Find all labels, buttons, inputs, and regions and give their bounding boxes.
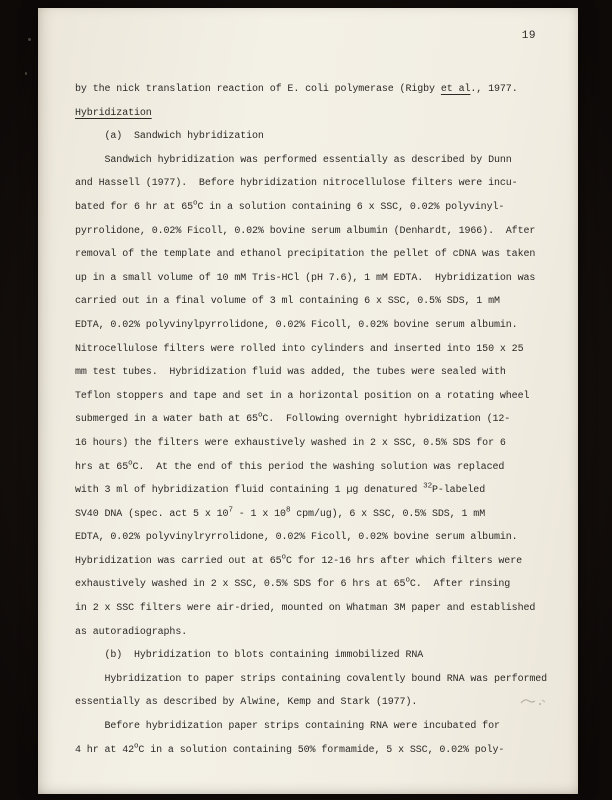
text-segment: essentially as described by Alwine, Kemp and Stark (1977). — [75, 697, 418, 709]
text-line — [75, 691, 550, 715]
text-segment: pyrrolidone, 0.02% Ficoll, 0.02% bovine serum albumin (Denhardt, 1966). After — [75, 225, 536, 237]
text-line — [75, 78, 550, 102]
text-line — [75, 149, 550, 173]
pencil-mark — [520, 696, 546, 708]
text-line — [75, 125, 550, 149]
text-segment: submerged in a water bath at 65 — [75, 414, 258, 426]
text-segment: C in a solution containing 6 x SSC, 0.02% polyvinyl- — [197, 201, 505, 213]
text-line — [75, 196, 550, 220]
page-number: 19 — [521, 30, 536, 42]
text-line — [75, 314, 550, 338]
underlined-text: et al — [440, 84, 471, 95]
text-segment: Teflon stoppers and tape and set in a horizontal position on a rotating wheel — [75, 390, 530, 402]
text-segment: C. After rinsing — [409, 579, 511, 591]
superscript-text: 32 — [423, 482, 432, 491]
superscript-text: o — [193, 199, 198, 208]
text-line — [75, 243, 550, 267]
text-segment: mm test tubes. Hybridization fluid was added, the tubes were sealed with — [75, 367, 506, 379]
text-segment: cpm/ug), 6 x SSC, 0.5% SDS, 1 mM — [290, 508, 486, 520]
superscript-text: 7 — [228, 506, 233, 515]
text-line — [75, 290, 550, 314]
text-line — [75, 573, 550, 597]
text-segment: hrs at 65 — [75, 461, 129, 473]
scan-speck — [28, 38, 31, 41]
text-segment: Sandwich hybridization was performed essentially as described by Dunn — [75, 154, 512, 166]
text-line — [75, 739, 550, 763]
text-segment: exhaustively washed in 2 x SSC, 0.5% SDS for 6 hrs at 65 — [75, 579, 406, 591]
text-line — [75, 102, 550, 126]
text-segment: by the nick translation reaction of E. coli polymerase (Rigby — [75, 84, 441, 95]
text-segment: C. At the end of this period the washing solution was replaced — [132, 461, 505, 473]
text-segment: EDTA, 0.02% polyvinylryrrolidone, 0.02% Ficoll, 0.02% bovine serum albumin. — [75, 532, 518, 544]
text-segment: Hybridization to paper strips containing covalently bound RNA was performed — [75, 673, 548, 685]
text-segment: Nitrocellulose filters were rolled into cylinders and inserted into 150 x 25 — [75, 343, 524, 355]
superscript-text: 8 — [285, 506, 291, 515]
text-segment: C. Following overnight hybridization (12- — [262, 414, 511, 426]
text-line — [75, 715, 550, 739]
text-segment: Hybridization was carried out at 65 — [75, 555, 282, 567]
text-segment: as autoradiographs. — [75, 626, 188, 638]
text-segment: P-labeled — [431, 485, 486, 497]
text-segment: EDTA, 0.02% polyvinylpyrrolidone, 0.02% Ficoll, 0.02% bovine serum albumin. — [75, 319, 518, 331]
superscript-text: o — [405, 577, 410, 586]
document-lines — [75, 78, 550, 762]
text-line — [75, 385, 550, 409]
text-line — [75, 220, 550, 244]
text-segment: in 2 x SSC filters were air-dried, mounted on Whatman 3M paper and established — [75, 603, 536, 615]
text-segment: removal of the template and ethanol precipitation the pellet of cDNA was taken — [75, 249, 536, 261]
text-segment: ., 1977. — [470, 84, 518, 95]
text-line — [75, 526, 550, 550]
text-segment: (a) Sandwich hybridization — [75, 131, 264, 143]
text-line — [75, 479, 550, 503]
text-segment: with 3 ml of hybridization fluid containing 1 µg denatured — [75, 485, 424, 497]
text-line — [75, 550, 550, 574]
text-line — [75, 408, 550, 432]
text-line — [75, 644, 550, 668]
superscript-text: o — [128, 459, 133, 468]
text-line — [75, 503, 550, 527]
text-line — [75, 597, 550, 621]
underlined-text: Hybridization — [75, 107, 152, 119]
text-segment: C for 12-16 hrs after which filters were — [285, 555, 522, 567]
text-line — [75, 361, 550, 385]
text-line — [75, 267, 550, 291]
text-line — [75, 338, 550, 362]
text-line — [75, 172, 550, 196]
text-segment: 4 hr at 42 — [75, 744, 135, 756]
superscript-text: o — [257, 411, 263, 420]
text-segment: (b) Hybridization to blots containing immobilized RNA — [75, 650, 424, 662]
text-line — [75, 432, 550, 456]
text-segment: C in a solution containing 50% formamide, 5 x SSC, 0.02% poly- — [138, 744, 505, 756]
text-segment: 16 hours) the filters were exhaustively washed in 2 x SSC, 0.5% SDS for 6 — [75, 437, 506, 449]
text-segment: bated for 6 hr at 65 — [75, 201, 194, 213]
text-segment: - 1 x 10 — [232, 508, 286, 520]
text-line — [75, 456, 550, 480]
text-line — [75, 668, 550, 692]
text-segment: Before hybridization paper strips containing RNA were incubated for — [75, 721, 500, 733]
text-segment: and Hassell (1977). Before hybridization nitrocellulose filters were incu- — [75, 178, 518, 190]
superscript-text: o — [134, 742, 139, 751]
scan-speck — [25, 72, 27, 75]
paper-page — [38, 8, 578, 794]
text-segment: carried out in a final volume of 3 ml containing 6 x SSC, 0.5% SDS, 1 mM — [75, 296, 500, 308]
text-line — [75, 621, 550, 645]
text-segment: up in a small volume of 10 mM Tris-HCl (pH 7.6), 1 mM EDTA. Hybridization was — [75, 272, 536, 284]
text-segment: SV40 DNA (spec. act 5 x 10 — [75, 508, 229, 520]
superscript-text: o — [281, 553, 286, 562]
